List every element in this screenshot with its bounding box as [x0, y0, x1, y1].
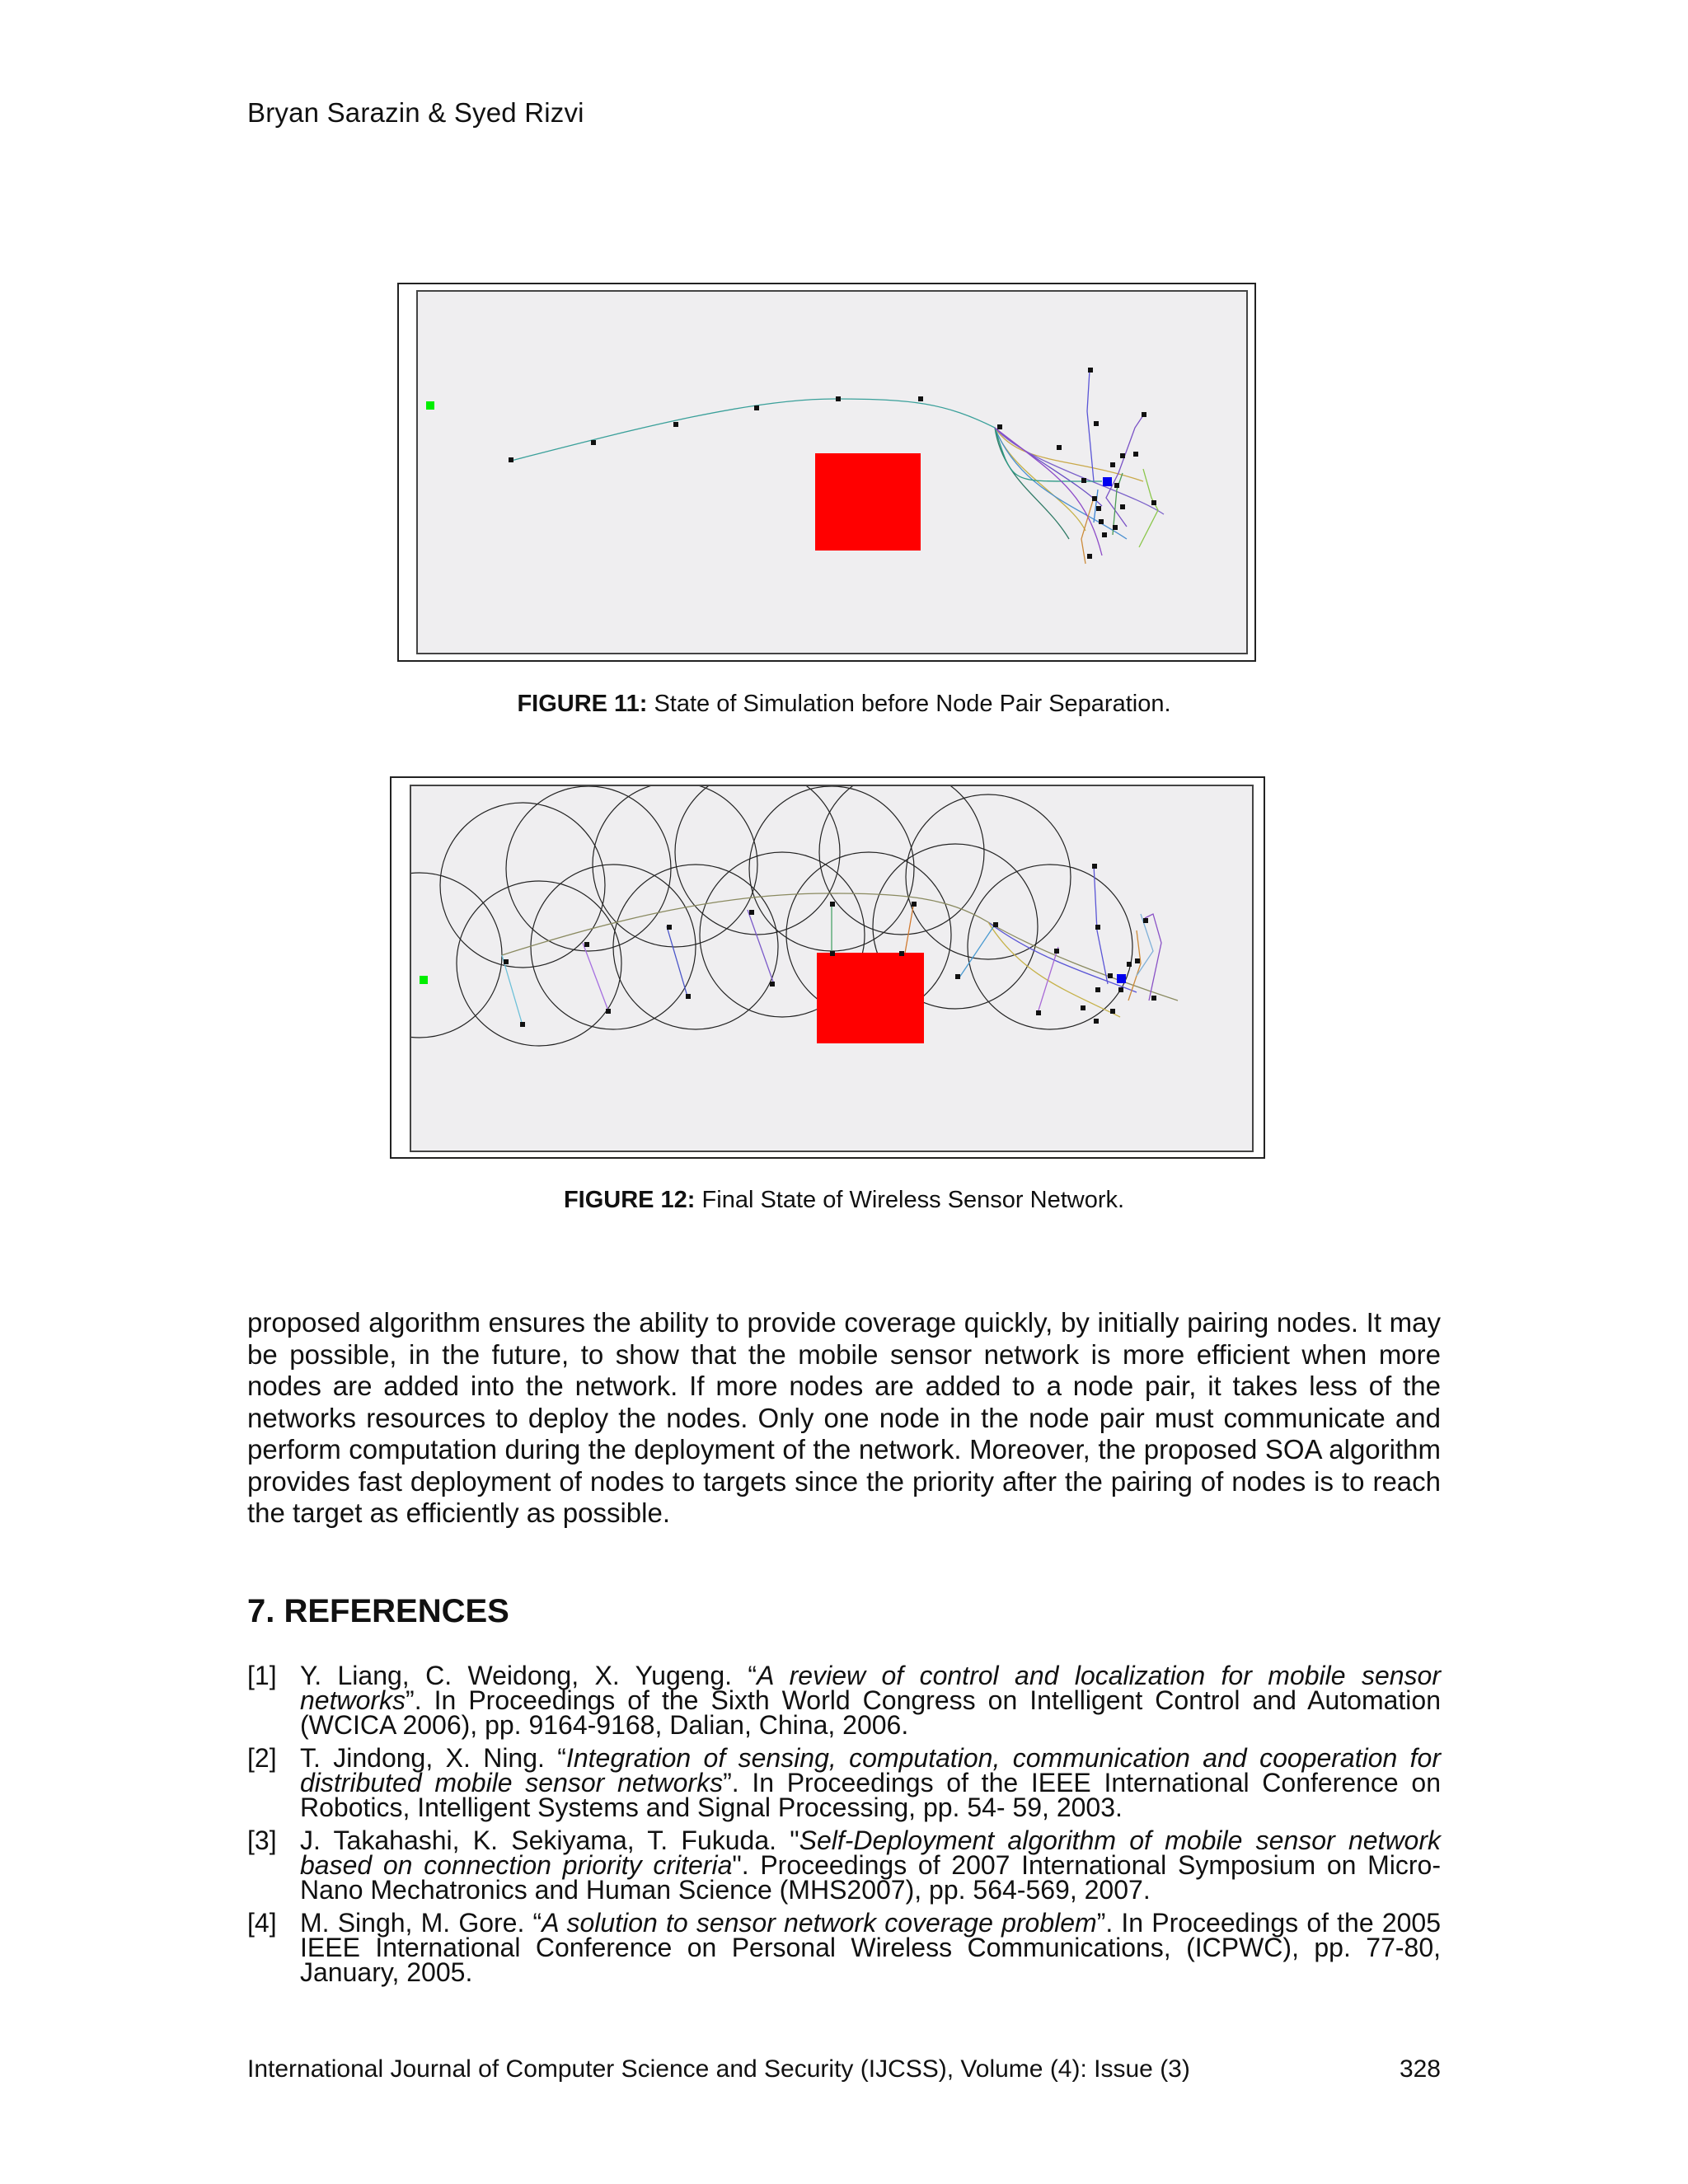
figure-11-canvas: [416, 290, 1248, 654]
figure-12-canvas: [410, 785, 1254, 1152]
start-marker: [420, 976, 428, 984]
obstacle: [817, 953, 924, 1043]
reference-number: [3]: [247, 1825, 277, 1855]
reference-number: [4]: [247, 1908, 277, 1938]
figure-11-label: FIGURE 11:: [517, 691, 648, 717]
reference-2: [247, 1743, 1442, 1822]
start-marker: [426, 401, 434, 410]
figure-11-caption-text: State of Simulation before Node Pair Separation.: [654, 691, 1171, 717]
header-authors: Bryan Sarazin & Syed Rizvi: [247, 97, 584, 128]
figure-12-simulation: [411, 786, 1252, 1151]
reference-text: J. Takahashi, K. Sekiyama, T. Fukuda. "Self-Deployment algorithm of mobile sensor network based on connection priority criteria". Proceedings of 2007 International Symposium on Micro-Nano Mechatronics and Human Science (MHS2007), pp. 564-569, 2007.: [300, 1825, 1442, 1905]
reference-4: [247, 1910, 1441, 1985]
footer-journal: International Journal of Computer Science and Security (IJCSS), Volume (4): Issue (3): [247, 2055, 1190, 2083]
footer-page-number: 328: [1399, 2055, 1441, 2083]
obstacle: [815, 453, 921, 551]
figure-11-simulation: [418, 292, 1246, 653]
reference-1: [247, 1661, 1442, 1740]
reference-text: M. Singh, M. Gore. “A solution to sensor network coverage problem”. In Proceedings of the 2005 IEEE International Conference on Personal Wireless Communications, (ICPWC), pp. 77-80, January, 2005.: [300, 1908, 1442, 1987]
target-marker: [1117, 974, 1126, 983]
figure-11-caption: [0, 691, 1688, 718]
reference-3: [247, 1825, 1442, 1905]
reference-number: [1]: [247, 1661, 277, 1690]
figure-12-caption: [0, 1187, 1688, 1214]
reference-number: [2]: [247, 1743, 277, 1773]
figure-12-caption-text: Final State of Wireless Sensor Network.: [701, 1187, 1125, 1213]
figure-12-label: FIGURE 12:: [563, 1187, 696, 1213]
section-title: 7. REFERENCES: [247, 1593, 509, 1629]
reference-text: T. Jindong, X. Ning. “Integration of sensing, computation, communication and cooperation for distributed mobile sensor networks”. In Proceedings of the IEEE International Conference on Robotics, Intelligent Systems and Signal Processing, pp. 54- 59, 2003.: [300, 1743, 1442, 1822]
body-paragraph: proposed algorithm ensures the ability to provide coverage quickly, by initially pairing nodes. It may be possible, in the future, to show that the mobile sensor network is more efficient when more nodes are added into the network. If more nodes are added to a node pair, it takes less of the networks resources to deploy the nodes. Only one node in the node pair must communicate and perform computation during the deployment of the network. Moreover, the proposed SOA algorithm provides fast deployment of nodes to targets since the priority after the pairing of nodes is to reach the target as efficiently as possible.: [247, 1307, 1441, 1528]
target-marker: [1103, 477, 1112, 486]
reference-text: Y. Liang, C. Weidong, X. Yugeng. “A review of control and localization for mobile sensor networks”. In Proceedings of the Sixth World Congress on Intelligent Control and Automation (WCICA 2006), pp. 9164-9168, Dalian, China, 2006.: [300, 1661, 1442, 1740]
